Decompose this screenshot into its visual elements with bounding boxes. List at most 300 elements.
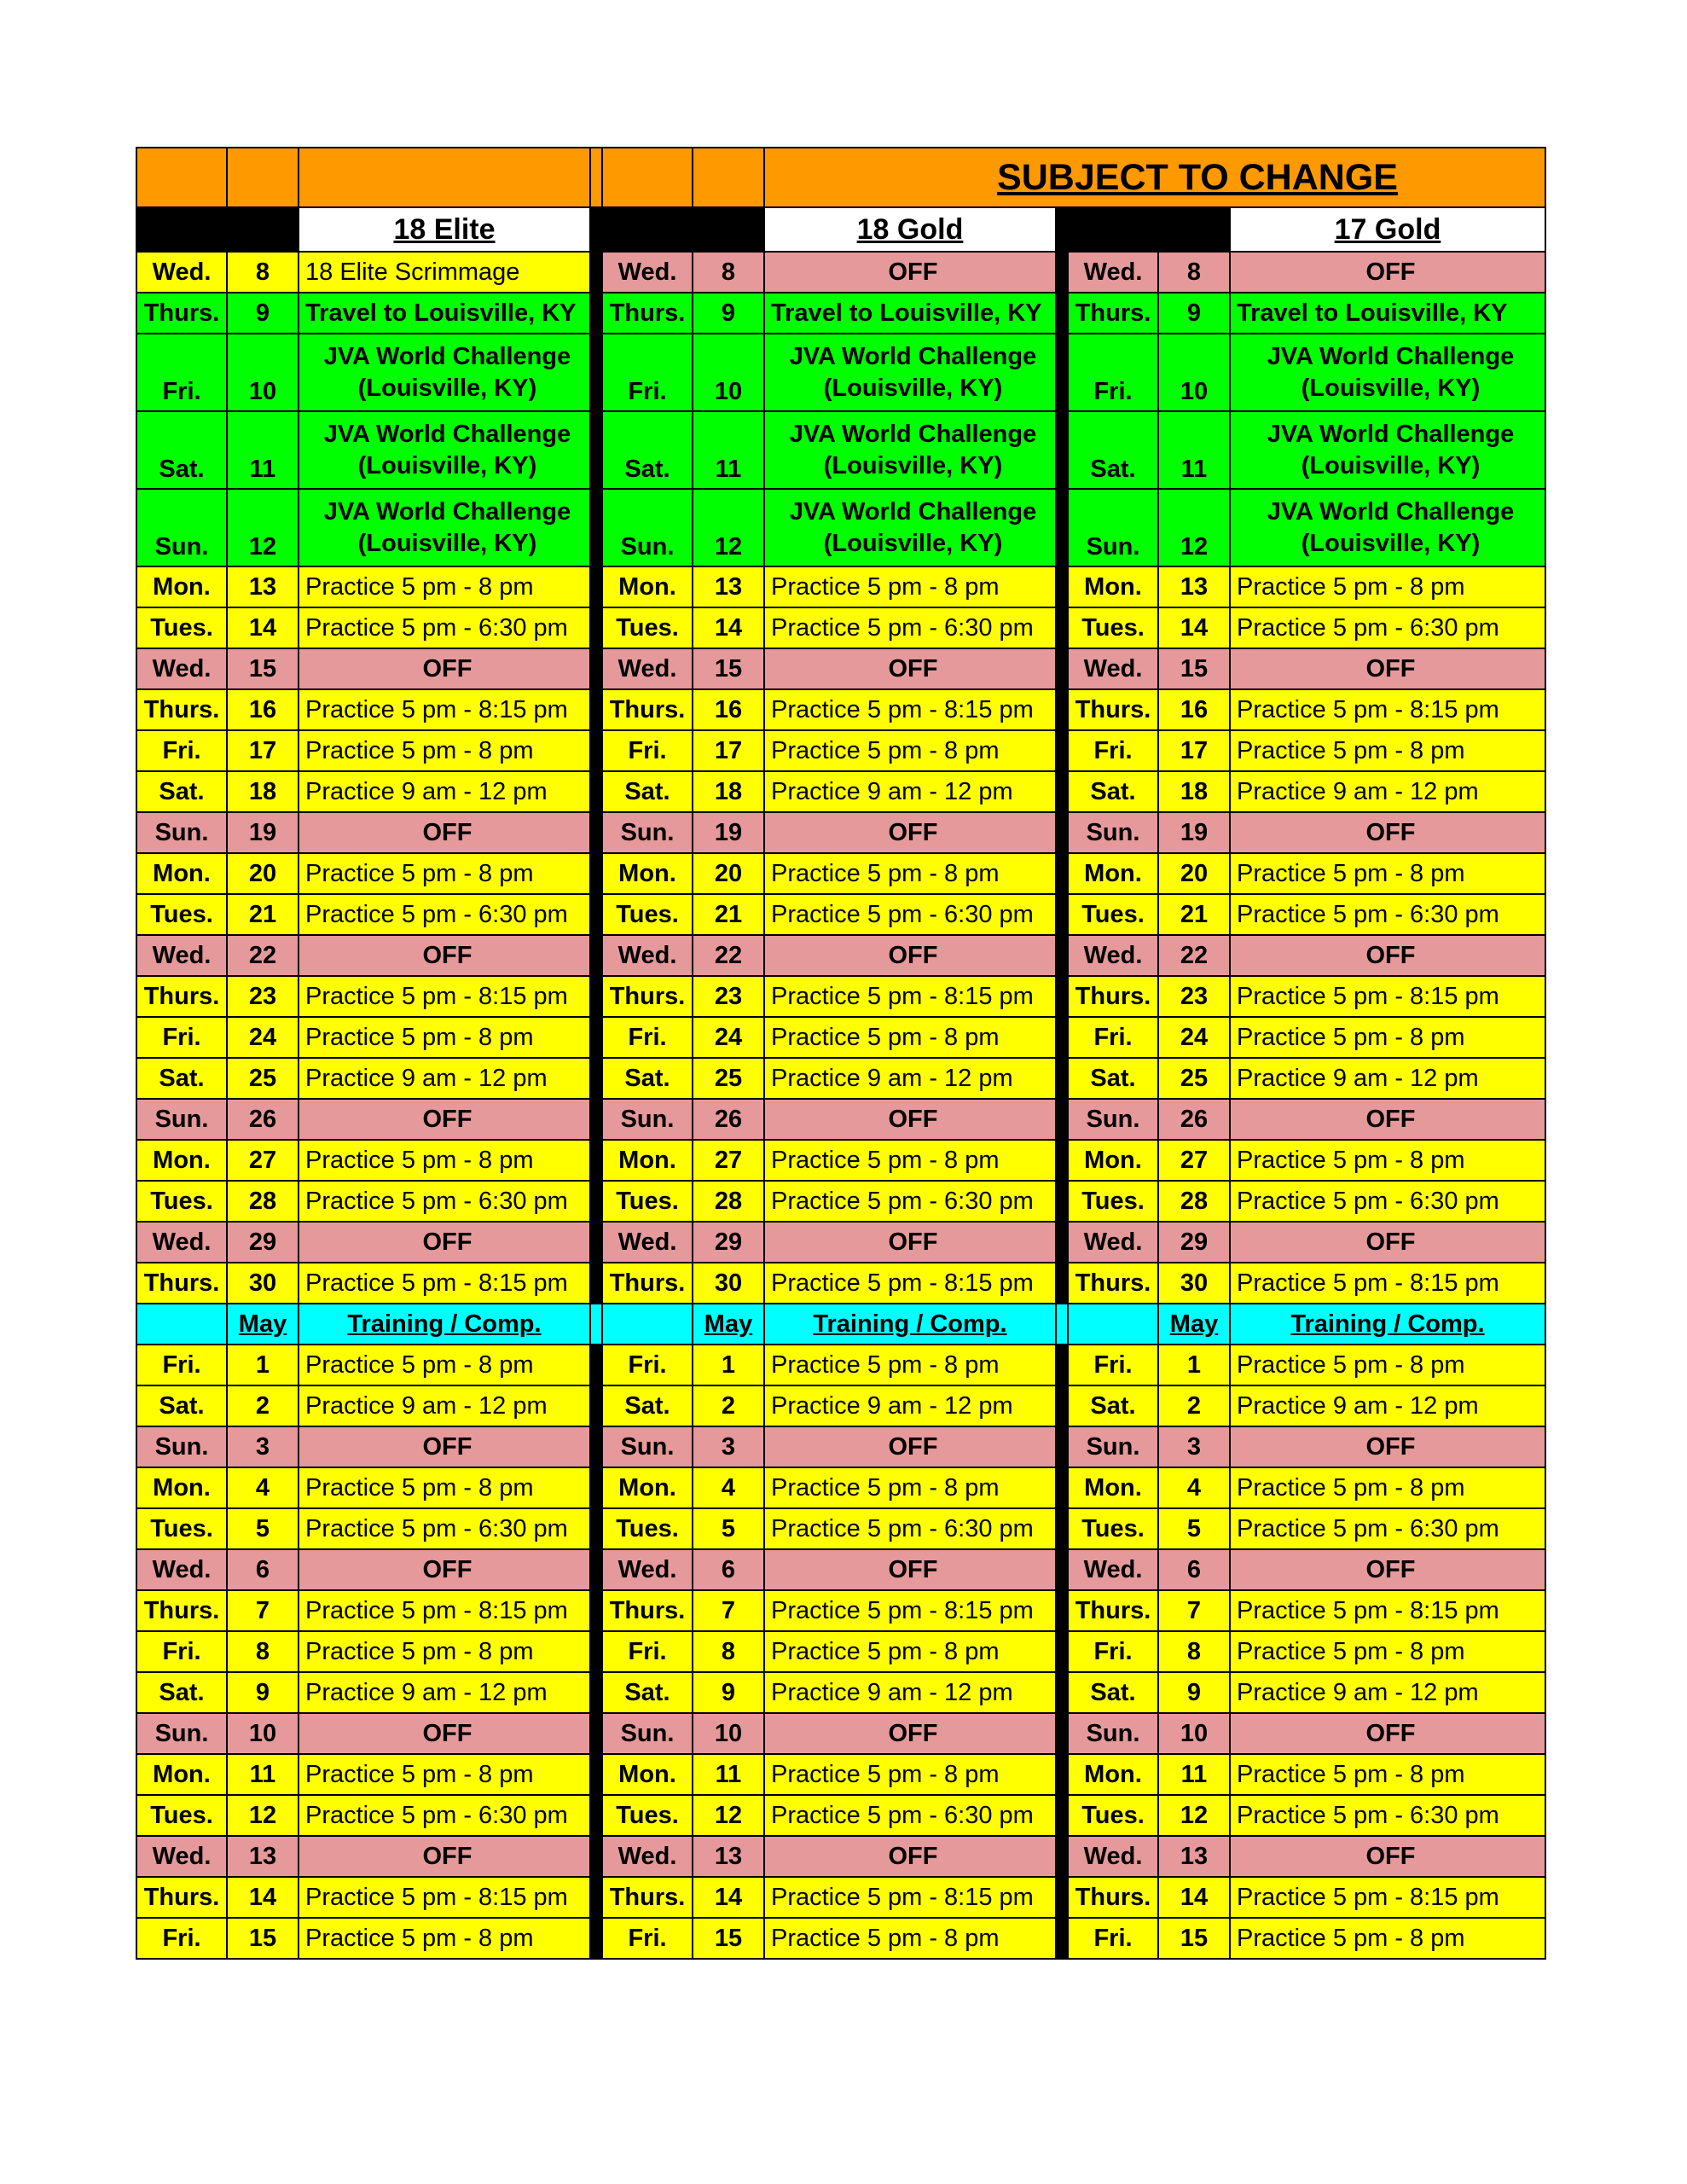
activity-cell-17-gold: Practice 9 am - 12 pm bbox=[1230, 1385, 1545, 1426]
day-cell-18-gold: Wed. bbox=[602, 1549, 693, 1590]
schedule-row bbox=[136, 1672, 1545, 1713]
banner-row bbox=[136, 148, 1545, 207]
banner-cell bbox=[136, 148, 227, 207]
section-blank bbox=[136, 1304, 227, 1345]
date-cell-18-elite: 11 bbox=[227, 411, 299, 489]
column-separator bbox=[1056, 1345, 1068, 1385]
date-cell-17-gold: 13 bbox=[1158, 1836, 1230, 1877]
day-cell-18-gold: Mon. bbox=[602, 853, 693, 894]
activity-cell-18-elite: Practice 5 pm - 6:30 pm bbox=[299, 1181, 590, 1222]
activity-cell-18-gold: OFF bbox=[764, 1549, 1056, 1590]
column-separator bbox=[590, 1918, 602, 1959]
activity-line: JVA World Challenge bbox=[323, 342, 571, 370]
day-cell-18-elite: Fri. bbox=[136, 730, 227, 771]
column-separator bbox=[590, 1467, 602, 1508]
date-cell-18-gold: 13 bbox=[693, 1836, 764, 1877]
activity-cell-18-elite: Practice 5 pm - 6:30 pm bbox=[299, 894, 590, 935]
date-cell-18-elite: 27 bbox=[227, 1140, 299, 1181]
activity-cell-18-gold: Practice 9 am - 12 pm bbox=[764, 1672, 1056, 1713]
date-cell-18-elite: 30 bbox=[227, 1263, 299, 1304]
column-separator bbox=[590, 1017, 602, 1058]
activity-cell-18-gold: OFF bbox=[764, 1099, 1056, 1140]
activity-line: JVA World Challenge bbox=[789, 420, 1037, 448]
day-cell-18-gold: Wed. bbox=[602, 648, 693, 689]
schedule-row bbox=[136, 1713, 1545, 1754]
date-cell-18-gold: 21 bbox=[693, 894, 764, 935]
column-separator bbox=[1056, 1017, 1068, 1058]
activity-cell-18-gold: Practice 5 pm - 6:30 pm bbox=[764, 1795, 1056, 1836]
day-cell-18-gold: Sat. bbox=[602, 1672, 693, 1713]
schedule-row bbox=[136, 853, 1545, 894]
day-cell-18-elite: Wed. bbox=[136, 935, 227, 976]
day-cell-18-gold: Tues. bbox=[602, 894, 693, 935]
day-cell-18-elite: Sun. bbox=[136, 489, 227, 566]
date-cell-18-elite: 15 bbox=[227, 1918, 299, 1959]
schedule-row bbox=[136, 1590, 1545, 1631]
day-cell-17-gold: Mon. bbox=[1068, 1467, 1158, 1508]
column-separator bbox=[1056, 1713, 1068, 1754]
column-separator bbox=[590, 1508, 602, 1549]
activity-cell-18-gold: Practice 5 pm - 8 pm bbox=[764, 1631, 1056, 1672]
day-cell-17-gold: Wed. bbox=[1068, 1549, 1158, 1590]
column-separator bbox=[1056, 730, 1068, 771]
date-cell-17-gold: 19 bbox=[1158, 812, 1230, 853]
day-cell-18-gold: Fri. bbox=[602, 1017, 693, 1058]
date-cell-17-gold: 6 bbox=[1158, 1549, 1230, 1590]
activity-cell-18-elite: OFF bbox=[299, 1549, 590, 1590]
activity-cell-18-elite: OFF bbox=[299, 1222, 590, 1263]
day-cell-17-gold: Sun. bbox=[1068, 1426, 1158, 1467]
day-cell-17-gold: Fri. bbox=[1068, 1017, 1158, 1058]
activity-cell-17-gold: Practice 5 pm - 8:15 pm bbox=[1230, 1877, 1545, 1918]
training-comp-label: Training / Comp. bbox=[764, 1304, 1056, 1345]
date-cell-17-gold: 8 bbox=[1158, 252, 1230, 293]
date-cell-17-gold: 26 bbox=[1158, 1099, 1230, 1140]
banner-cell bbox=[227, 148, 299, 207]
activity-cell-18-elite: Practice 5 pm - 8:15 pm bbox=[299, 1590, 590, 1631]
activity-cell-17-gold: Practice 5 pm - 6:30 pm bbox=[1230, 1795, 1545, 1836]
day-cell-18-gold: Tues. bbox=[602, 1795, 693, 1836]
schedule-row bbox=[136, 689, 1545, 730]
column-separator bbox=[1056, 1058, 1068, 1099]
schedule-row bbox=[136, 1549, 1545, 1590]
date-cell-17-gold: 22 bbox=[1158, 935, 1230, 976]
date-cell-17-gold: 23 bbox=[1158, 976, 1230, 1017]
day-cell-18-gold: Thurs. bbox=[602, 293, 693, 334]
column-separator bbox=[590, 1631, 602, 1672]
date-cell-18-elite: 26 bbox=[227, 1099, 299, 1140]
column-separator bbox=[1056, 1467, 1068, 1508]
day-cell-18-elite: Tues. bbox=[136, 1795, 227, 1836]
day-cell-18-gold: Sun. bbox=[602, 812, 693, 853]
column-separator bbox=[590, 1140, 602, 1181]
day-cell-17-gold: Tues. bbox=[1068, 894, 1158, 935]
banner-cell bbox=[602, 148, 693, 207]
date-cell-18-elite: 19 bbox=[227, 812, 299, 853]
day-cell-18-gold: Wed. bbox=[602, 1836, 693, 1877]
schedule-row bbox=[136, 812, 1545, 853]
column-separator bbox=[1056, 1099, 1068, 1140]
activity-cell-17-gold: Practice 5 pm - 8 pm bbox=[1230, 730, 1545, 771]
month-label: May bbox=[227, 1304, 299, 1345]
column-separator bbox=[1056, 293, 1068, 334]
date-cell-18-elite: 18 bbox=[227, 771, 299, 812]
day-cell-18-gold: Wed. bbox=[602, 252, 693, 293]
column-separator bbox=[590, 1426, 602, 1467]
activity-cell-18-gold: Practice 9 am - 12 pm bbox=[764, 1058, 1056, 1099]
activity-cell-18-gold: Practice 5 pm - 8 pm bbox=[764, 1918, 1056, 1959]
date-cell-18-gold: 13 bbox=[693, 566, 764, 607]
activity-cell-17-gold: Practice 5 pm - 8 pm bbox=[1230, 853, 1545, 894]
activity-cell-18-gold: Practice 5 pm - 8:15 pm bbox=[764, 1590, 1056, 1631]
column-separator bbox=[590, 648, 602, 689]
banner-cell bbox=[693, 148, 764, 207]
banner-cell bbox=[299, 148, 590, 207]
column-separator bbox=[1056, 1836, 1068, 1877]
column-separator bbox=[1056, 1549, 1068, 1590]
day-cell-18-elite: Mon. bbox=[136, 566, 227, 607]
activity-cell-17-gold bbox=[1230, 489, 1545, 566]
date-cell-18-gold: 15 bbox=[693, 1918, 764, 1959]
activity-cell-17-gold: Travel to Louisville, KY bbox=[1230, 293, 1545, 334]
activity-cell-18-elite: Practice 5 pm - 6:30 pm bbox=[299, 607, 590, 648]
column-separator bbox=[1056, 1877, 1068, 1918]
date-cell-18-gold: 2 bbox=[693, 1385, 764, 1426]
day-cell-18-elite: Tues. bbox=[136, 894, 227, 935]
day-cell-17-gold: Fri. bbox=[1068, 334, 1158, 411]
column-separator bbox=[590, 1549, 602, 1590]
activity-cell-17-gold bbox=[1230, 334, 1545, 411]
schedule-row bbox=[136, 1795, 1545, 1836]
date-cell-17-gold: 25 bbox=[1158, 1058, 1230, 1099]
day-cell-18-elite: Sat. bbox=[136, 771, 227, 812]
date-cell-18-elite: 14 bbox=[227, 607, 299, 648]
activity-cell-18-gold: OFF bbox=[764, 1713, 1056, 1754]
day-cell-17-gold: Thurs. bbox=[1068, 1590, 1158, 1631]
day-cell-17-gold: Fri. bbox=[1068, 730, 1158, 771]
header-blank bbox=[602, 207, 764, 252]
date-cell-18-elite: 23 bbox=[227, 976, 299, 1017]
day-cell-18-gold: Wed. bbox=[602, 1222, 693, 1263]
day-cell-18-gold: Sat. bbox=[602, 1058, 693, 1099]
day-cell-17-gold: Wed. bbox=[1068, 648, 1158, 689]
day-cell-18-elite: Sat. bbox=[136, 1385, 227, 1426]
schedule-row bbox=[136, 1877, 1545, 1918]
day-cell-18-elite: Tues. bbox=[136, 607, 227, 648]
day-cell-18-elite: Wed. bbox=[136, 1549, 227, 1590]
activity-cell-18-elite: Practice 9 am - 12 pm bbox=[299, 1672, 590, 1713]
column-separator bbox=[590, 1345, 602, 1385]
column-separator bbox=[590, 1836, 602, 1877]
date-cell-17-gold: 17 bbox=[1158, 730, 1230, 771]
schedule-row bbox=[136, 771, 1545, 812]
activity-cell-18-elite: Practice 5 pm - 8 pm bbox=[299, 1345, 590, 1385]
activity-cell-18-gold: OFF bbox=[764, 1426, 1056, 1467]
date-cell-18-gold: 10 bbox=[693, 334, 764, 411]
date-cell-18-gold: 11 bbox=[693, 411, 764, 489]
date-cell-17-gold: 3 bbox=[1158, 1426, 1230, 1467]
date-cell-18-gold: 15 bbox=[693, 648, 764, 689]
activity-line: JVA World Challenge bbox=[789, 342, 1037, 370]
activity-cell-17-gold: Practice 5 pm - 8 pm bbox=[1230, 1918, 1545, 1959]
day-cell-17-gold: Fri. bbox=[1068, 1918, 1158, 1959]
column-separator bbox=[590, 1181, 602, 1222]
day-cell-18-elite: Thurs. bbox=[136, 1877, 227, 1918]
column-separator bbox=[590, 1672, 602, 1713]
date-cell-18-gold: 6 bbox=[693, 1549, 764, 1590]
date-cell-18-gold: 9 bbox=[693, 293, 764, 334]
day-cell-17-gold: Sun. bbox=[1068, 1713, 1158, 1754]
column-separator bbox=[590, 252, 602, 293]
team-header-row bbox=[136, 207, 1545, 252]
schedule-row bbox=[136, 1836, 1545, 1877]
date-cell-18-elite: 9 bbox=[227, 1672, 299, 1713]
schedule-row bbox=[136, 1099, 1545, 1140]
day-cell-18-elite: Wed. bbox=[136, 1222, 227, 1263]
date-cell-17-gold: 1 bbox=[1158, 1345, 1230, 1385]
schedule-row bbox=[136, 1754, 1545, 1795]
column-separator bbox=[1056, 489, 1068, 566]
date-cell-17-gold: 8 bbox=[1158, 1631, 1230, 1672]
day-cell-18-gold: Fri. bbox=[602, 730, 693, 771]
activity-cell-18-elite bbox=[299, 489, 590, 566]
day-cell-17-gold: Mon. bbox=[1068, 566, 1158, 607]
date-cell-17-gold: 11 bbox=[1158, 411, 1230, 489]
day-cell-18-gold: Sat. bbox=[602, 411, 693, 489]
activity-cell-18-elite: Practice 5 pm - 8 pm bbox=[299, 1631, 590, 1672]
activity-line: (Louisville, KY) bbox=[1301, 451, 1481, 479]
activity-line: (Louisville, KY) bbox=[357, 529, 537, 557]
column-separator bbox=[590, 730, 602, 771]
date-cell-17-gold: 10 bbox=[1158, 334, 1230, 411]
day-cell-18-elite: Fri. bbox=[136, 1918, 227, 1959]
column-separator bbox=[590, 1222, 602, 1263]
column-separator bbox=[590, 976, 602, 1017]
date-cell-18-gold: 30 bbox=[693, 1263, 764, 1304]
date-cell-18-elite: 20 bbox=[227, 853, 299, 894]
activity-cell-17-gold: OFF bbox=[1230, 935, 1545, 976]
day-cell-17-gold: Sat. bbox=[1068, 1672, 1158, 1713]
day-cell-17-gold: Mon. bbox=[1068, 1140, 1158, 1181]
day-cell-18-elite: Sun. bbox=[136, 1426, 227, 1467]
activity-cell-18-gold: Practice 5 pm - 8 pm bbox=[764, 1140, 1056, 1181]
day-cell-17-gold: Wed. bbox=[1068, 252, 1158, 293]
date-cell-17-gold: 18 bbox=[1158, 771, 1230, 812]
column-separator bbox=[1056, 334, 1068, 411]
day-cell-18-elite: Sun. bbox=[136, 812, 227, 853]
activity-cell-17-gold: Practice 9 am - 12 pm bbox=[1230, 1672, 1545, 1713]
column-separator bbox=[590, 812, 602, 853]
day-cell-17-gold: Tues. bbox=[1068, 1795, 1158, 1836]
column-separator bbox=[1056, 566, 1068, 607]
date-cell-17-gold: 14 bbox=[1158, 1877, 1230, 1918]
activity-line: JVA World Challenge bbox=[323, 497, 571, 526]
activity-cell-17-gold: Practice 5 pm - 8 pm bbox=[1230, 1631, 1545, 1672]
activity-cell-18-gold: Practice 5 pm - 8 pm bbox=[764, 730, 1056, 771]
date-cell-18-elite: 10 bbox=[227, 334, 299, 411]
column-separator bbox=[590, 689, 602, 730]
date-cell-17-gold: 12 bbox=[1158, 489, 1230, 566]
date-cell-18-gold: 22 bbox=[693, 935, 764, 976]
column-separator bbox=[1056, 689, 1068, 730]
date-cell-18-gold: 20 bbox=[693, 853, 764, 894]
activity-cell-18-gold bbox=[764, 489, 1056, 566]
day-cell-18-gold: Sun. bbox=[602, 1099, 693, 1140]
schedule-row bbox=[136, 976, 1545, 1017]
activity-cell-17-gold: OFF bbox=[1230, 252, 1545, 293]
column-separator bbox=[590, 1058, 602, 1099]
section-blank bbox=[602, 1304, 693, 1345]
day-cell-18-elite: Thurs. bbox=[136, 1263, 227, 1304]
header-blank bbox=[136, 207, 299, 252]
activity-cell-18-gold: Practice 5 pm - 6:30 pm bbox=[764, 894, 1056, 935]
day-cell-18-gold: Tues. bbox=[602, 607, 693, 648]
column-separator bbox=[1056, 1222, 1068, 1263]
activity-cell-17-gold: Practice 9 am - 12 pm bbox=[1230, 1058, 1545, 1099]
activity-line: (Louisville, KY) bbox=[823, 529, 1003, 557]
date-cell-17-gold: 24 bbox=[1158, 1017, 1230, 1058]
date-cell-18-gold: 4 bbox=[693, 1467, 764, 1508]
day-cell-17-gold: Sat. bbox=[1068, 1385, 1158, 1426]
schedule-row bbox=[136, 1631, 1545, 1672]
column-separator bbox=[1056, 1590, 1068, 1631]
date-cell-17-gold: 20 bbox=[1158, 853, 1230, 894]
activity-line: (Louisville, KY) bbox=[823, 451, 1003, 479]
column-separator bbox=[590, 566, 602, 607]
activity-cell-18-elite: Practice 5 pm - 8 pm bbox=[299, 730, 590, 771]
schedule-row bbox=[136, 1017, 1545, 1058]
column-separator bbox=[590, 853, 602, 894]
activity-cell-17-gold: OFF bbox=[1230, 1836, 1545, 1877]
date-cell-18-elite: 7 bbox=[227, 1590, 299, 1631]
activity-cell-18-elite: Practice 5 pm - 8:15 pm bbox=[299, 689, 590, 730]
activity-cell-18-elite: Practice 5 pm - 8:15 pm bbox=[299, 1263, 590, 1304]
schedule-row bbox=[136, 411, 1545, 489]
day-cell-17-gold: Thurs. bbox=[1068, 1263, 1158, 1304]
day-cell-17-gold: Sun. bbox=[1068, 489, 1158, 566]
activity-cell-18-gold: Practice 9 am - 12 pm bbox=[764, 1385, 1056, 1426]
activity-cell-18-elite: Practice 9 am - 12 pm bbox=[299, 771, 590, 812]
date-cell-17-gold: 10 bbox=[1158, 1713, 1230, 1754]
activity-cell-18-gold: Practice 5 pm - 8:15 pm bbox=[764, 976, 1056, 1017]
date-cell-17-gold: 27 bbox=[1158, 1140, 1230, 1181]
schedule-row bbox=[136, 1508, 1545, 1549]
activity-line: (Louisville, KY) bbox=[1301, 374, 1481, 402]
day-cell-18-elite: Thurs. bbox=[136, 976, 227, 1017]
column-separator bbox=[1056, 853, 1068, 894]
date-cell-18-elite: 4 bbox=[227, 1467, 299, 1508]
date-cell-18-gold: 24 bbox=[693, 1017, 764, 1058]
activity-line: JVA World Challenge bbox=[1267, 420, 1515, 448]
column-separator bbox=[590, 1099, 602, 1140]
date-cell-18-elite: 13 bbox=[227, 566, 299, 607]
column-separator bbox=[590, 1263, 602, 1304]
day-cell-17-gold: Sat. bbox=[1068, 411, 1158, 489]
day-cell-18-gold: Mon. bbox=[602, 566, 693, 607]
activity-cell-18-elite: OFF bbox=[299, 1836, 590, 1877]
schedule-row bbox=[136, 1181, 1545, 1222]
column-separator bbox=[1056, 1385, 1068, 1426]
day-cell-18-elite: Sun. bbox=[136, 1099, 227, 1140]
day-cell-18-elite: Mon. bbox=[136, 853, 227, 894]
date-cell-18-gold: 10 bbox=[693, 1713, 764, 1754]
day-cell-17-gold: Tues. bbox=[1068, 1181, 1158, 1222]
day-cell-18-gold: Fri. bbox=[602, 1631, 693, 1672]
training-comp-label: Training / Comp. bbox=[299, 1304, 590, 1345]
column-separator bbox=[1056, 1631, 1068, 1672]
schedule-row bbox=[136, 730, 1545, 771]
date-cell-18-elite: 25 bbox=[227, 1058, 299, 1099]
column-separator bbox=[590, 1795, 602, 1836]
column-separator bbox=[1056, 207, 1068, 252]
day-cell-18-gold: Fri. bbox=[602, 1345, 693, 1385]
column-separator bbox=[1056, 1304, 1068, 1345]
activity-cell-17-gold: OFF bbox=[1230, 648, 1545, 689]
activity-cell-18-elite: Practice 5 pm - 8 pm bbox=[299, 1754, 590, 1795]
date-cell-18-gold: 28 bbox=[693, 1181, 764, 1222]
date-cell-18-elite: 12 bbox=[227, 1795, 299, 1836]
day-cell-18-elite: Thurs. bbox=[136, 1590, 227, 1631]
date-cell-18-elite: 9 bbox=[227, 293, 299, 334]
activity-cell-17-gold: Practice 5 pm - 6:30 pm bbox=[1230, 607, 1545, 648]
schedule-row bbox=[136, 252, 1545, 293]
activity-line: JVA World Challenge bbox=[789, 497, 1037, 526]
schedule-row bbox=[136, 1140, 1545, 1181]
day-cell-18-gold: Thurs. bbox=[602, 689, 693, 730]
day-cell-18-gold: Thurs. bbox=[602, 976, 693, 1017]
activity-cell-18-gold: Travel to Louisville, KY bbox=[764, 293, 1056, 334]
activity-cell-18-elite: Practice 5 pm - 8 pm bbox=[299, 1140, 590, 1181]
date-cell-18-elite: 12 bbox=[227, 489, 299, 566]
date-cell-18-gold: 8 bbox=[693, 252, 764, 293]
activity-line: JVA World Challenge bbox=[1267, 342, 1515, 370]
activity-cell-18-elite: 18 Elite Scrimmage bbox=[299, 252, 590, 293]
schedule-row bbox=[136, 1467, 1545, 1508]
activity-cell-17-gold: Practice 5 pm - 8:15 pm bbox=[1230, 1590, 1545, 1631]
date-cell-18-gold: 26 bbox=[693, 1099, 764, 1140]
activity-cell-18-gold: Practice 5 pm - 8 pm bbox=[764, 1754, 1056, 1795]
activity-cell-18-gold bbox=[764, 334, 1056, 411]
column-separator bbox=[590, 1754, 602, 1795]
activity-cell-17-gold: Practice 5 pm - 8:15 pm bbox=[1230, 1263, 1545, 1304]
date-cell-18-gold: 23 bbox=[693, 976, 764, 1017]
activity-cell-18-gold: Practice 5 pm - 6:30 pm bbox=[764, 1181, 1056, 1222]
schedule-row bbox=[136, 566, 1545, 607]
date-cell-17-gold: 9 bbox=[1158, 1672, 1230, 1713]
date-cell-17-gold: 28 bbox=[1158, 1181, 1230, 1222]
day-cell-17-gold: Wed. bbox=[1068, 935, 1158, 976]
activity-cell-18-gold: OFF bbox=[764, 1222, 1056, 1263]
date-cell-18-elite: 15 bbox=[227, 648, 299, 689]
day-cell-18-elite: Thurs. bbox=[136, 293, 227, 334]
date-cell-17-gold: 14 bbox=[1158, 607, 1230, 648]
column-separator bbox=[1056, 935, 1068, 976]
day-cell-17-gold: Thurs. bbox=[1068, 1877, 1158, 1918]
day-cell-17-gold: Sun. bbox=[1068, 1099, 1158, 1140]
activity-cell-17-gold: Practice 9 am - 12 pm bbox=[1230, 771, 1545, 812]
day-cell-18-gold: Sun. bbox=[602, 489, 693, 566]
activity-cell-18-elite: Travel to Louisville, KY bbox=[299, 293, 590, 334]
date-cell-18-gold: 16 bbox=[693, 689, 764, 730]
activity-cell-17-gold: OFF bbox=[1230, 1099, 1545, 1140]
date-cell-18-gold: 25 bbox=[693, 1058, 764, 1099]
column-separator bbox=[590, 1590, 602, 1631]
day-cell-18-elite: Thurs. bbox=[136, 689, 227, 730]
activity-cell-17-gold: Practice 5 pm - 6:30 pm bbox=[1230, 894, 1545, 935]
day-cell-17-gold: Sun. bbox=[1068, 812, 1158, 853]
banner-cell bbox=[590, 148, 602, 207]
date-cell-18-gold: 19 bbox=[693, 812, 764, 853]
